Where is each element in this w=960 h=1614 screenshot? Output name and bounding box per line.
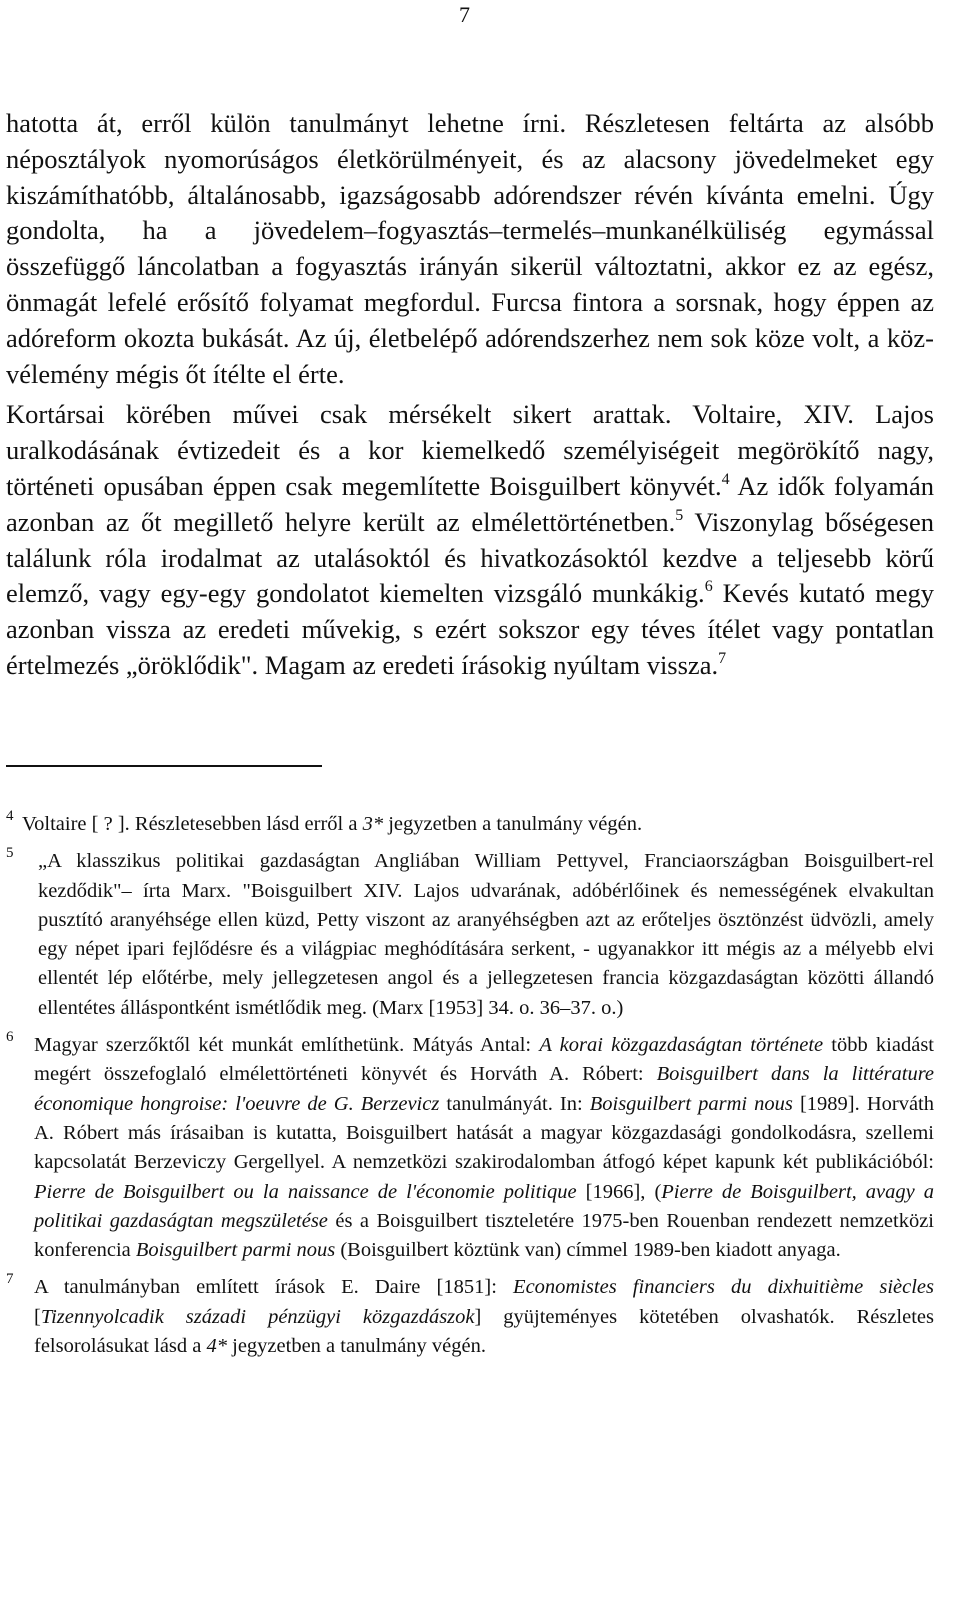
footnote-4 — [6, 810, 934, 839]
page-number: 7 — [459, 2, 470, 27]
footnote-text: [1966], ( — [576, 1180, 662, 1203]
footnote-number: 5 — [6, 845, 14, 862]
footnote-text: [1989]. Horváth A. Róbert más írásaiban is kutatta, Boisguilbert hatását a magyar közgazdasági gondolkodásra, szellemi kapcsolatát Berzeviczy Gergellyel. A nemzetközi szakirodalomban átfogó képet kapunk két publikációból: — [34, 1092, 934, 1174]
footnote-text: Voltaire [ ? ]. Részletesebben lásd erről a — [22, 813, 363, 835]
footnote-italic: Boisguilbert parmi nous — [135, 1239, 336, 1262]
footnote-number: 7 — [6, 1271, 14, 1288]
footnote-number: 6 — [6, 1029, 14, 1046]
paragraph-2 — [6, 397, 934, 683]
main-text — [6, 106, 934, 684]
footnote-text: ] gyüjteményes kötetében olvashatók. Részletes felsorolásukat lásd a — [34, 1305, 935, 1358]
paragraph-2-part-1: Kortársai körében művei csak mérsékelt sikert arattak. Voltaire, XIV. Lajos uralkodásának évtizedeit és a kor kiemelkedő személyiségeit megörökítő nagy, történeti opusában éppen csak megemlítette Boisguilbert könyvét. — [6, 399, 934, 501]
footnote-text: [ — [34, 1305, 41, 1328]
paragraph-2-part-3: Viszonylag bőségesen találunk róla irodalmat az utalásoktól és hivatkozásoktól kezdve a teljesebb körű elemző, vagy egy-egy gondolatot kiemelten vizsgáló munkákig. — [6, 506, 934, 609]
footnote-ref-5: 5 — [675, 506, 684, 524]
paragraph-2-part-2: Az idők folyamán azonban az őt megillető helyre került az elmélettörténetben. — [6, 470, 935, 537]
footnote-italic: 4* — [206, 1335, 227, 1358]
footnote-6 — [6, 1031, 934, 1265]
footnote-7 — [6, 1273, 934, 1361]
footnote-5 — [6, 847, 934, 1023]
footnote-italic: Boisguilbert dans la littérature économique hongroise: l'oeuvre de G. Berzevicz — [34, 1063, 935, 1115]
footnote-text: jegyzetben a tanulmány végén. — [383, 813, 643, 835]
paragraph-1: hatotta át, erről külön tanulmányt lehetne írni. Részletesen feltárta az alsóbb néposztályok nyomorúságos életkörülményeit, és az alacsony jövedelmeket egy kiszámíthatóbb, általánosabb, igazságosabb adórendszer révén kívánta emelni. Úgy gondolta, ha a jövedelem–fogyasztás–termelés–munkanélküliség egymással összefüggő láncolatban a fogyasztás irányán sikerül változtatni, akkor ez az egész, önmagát lefelé erősítő folyamat megfordul. Furcsa fintora a sorsnak, hogy éppen az adóreform okozta bukását. Az új, életbelépő adórendszerhez nem sok köze volt, a közvélemény mégis őt ítélte el érte. — [6, 108, 934, 389]
footnote-separator — [6, 765, 322, 767]
footnote-ref-6: 6 — [704, 578, 713, 596]
footnote-italic: 3* — [362, 813, 384, 835]
footnote-text: és a Boisguilbert tiszteletére 1975-ben Rouenban rendezett nemzetközi konferencia — [34, 1209, 934, 1262]
footnote-text: több kiadást megért összefoglaló elmélettörténeti könyvét és Horváth A. Róbert: — [34, 1034, 934, 1086]
footnote-italic: A korai közgazdaságtan története — [539, 1034, 824, 1057]
footnote-text: A tanulmányban említett írások E. Daire [1851]: — [34, 1276, 514, 1299]
footnote-text: (Boisguilbert köztünk van) címmel 1989-ben kiadott anyaga. — [335, 1239, 841, 1262]
footnote-italic: Boisguilbert parmi nous — [589, 1092, 793, 1115]
footnote-italic: Pierre de Boisguilbert ou la naissance de l'économie politique — [34, 1180, 577, 1203]
footnote-text: „A klasszikus politikai gazdaságtan Angliában William Pettyvel, Franciaországban Boisguilbert-rel kezdődik"– írta Marx. "Boisguilbert XIV. Lajos udvarának, adóbérlőinek és nemességének elvakultan pusztító aranyéhsége ellen küzd, Petty viszont az aranyéhségben azt az erőteljes ösztönzést üdvözli, amely egy népet ipari fejlődésre és a világpiac meghódítására serkent, - ugyanakkor itt mégis az a mélyebb elvi ellentét lép előtérbe, mely jellegzetesen angol és a jellegzetesen francia közgazdaságtan közötti állandó ellentétes álláspontként ismétlődik meg. (Marx [1953] 34. o. 36–37. o.) — [38, 850, 934, 1019]
footnote-number: 4 — [6, 808, 14, 824]
paragraph-2-part-4: Kevés kutató megy azonban vissza az eredeti művekig, s ezért sokszor egy téves ítélet vagy pontatlan értelmezés „öröklődik". Magam az eredeti írásokig nyúltam vissza. — [6, 578, 934, 680]
footnote-ref-4: 4 — [721, 470, 730, 488]
footnote-text: Magyar szerzőktől két munkát említhetünk. Mátyás Antal: — [34, 1034, 540, 1057]
footnotes — [6, 810, 934, 1361]
footnote-italic: Tizennyolcadik századi pénzügyi közgazdászok — [40, 1305, 475, 1328]
footnote-italic: Economistes financiers du dixhuitième siècles — [513, 1276, 934, 1299]
footnote-text: jegyzetben a tanulmány végén. — [227, 1335, 486, 1358]
footnote-text: tanulmányát. In: — [439, 1092, 590, 1115]
footnote-italic: Pierre de Boisguilbert, avagy a politikai gazdaságtan megszületése — [34, 1180, 934, 1232]
footnote-ref-7: 7 — [718, 649, 727, 667]
